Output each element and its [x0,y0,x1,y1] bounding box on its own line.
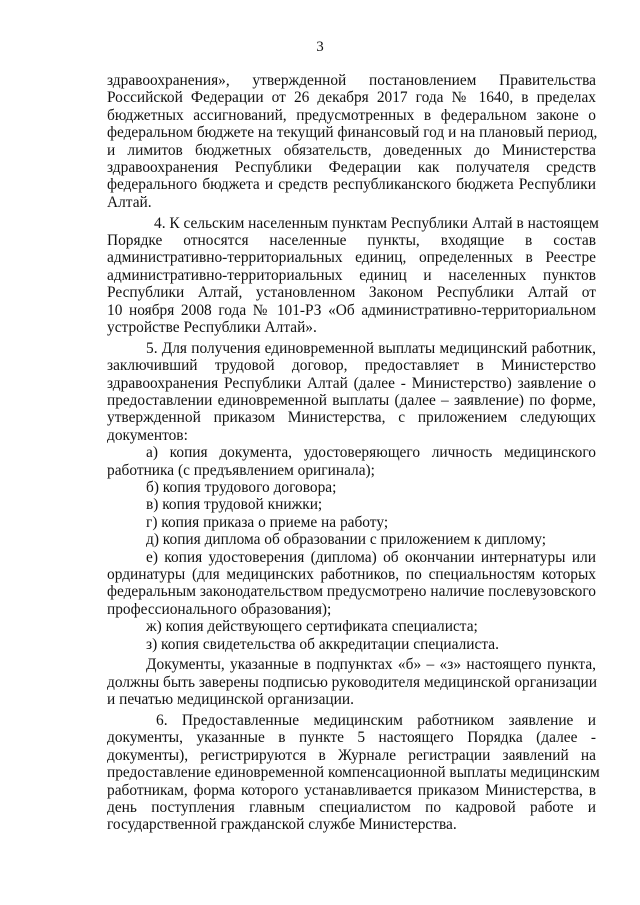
text-line: ж) копия действующего сертификата специалиста; [146,618,478,636]
text-line: Алтай. [107,193,152,211]
text-line: здравоохранения», утвержденной постановлением Правительства [107,72,596,89]
text-line: Российской Федерации от 26 декабря 2017 года № 1640, в пределах [107,89,596,107]
text-line: ординатуры (для медицинских работников, по специальностям которых [107,565,596,583]
text-line: административно-территориальных единиц и населенных пунктов [107,266,596,284]
text-line: 6. Предоставленные медицинским работником заявление и [156,712,596,730]
text-line: федеральном бюджете на текущий финансовый год и на плановый период, [107,124,598,142]
text-line: Республики Алтай, установленном Законом Республики Алтай от [107,284,596,302]
text-line: работника (с предъявлением оригинала); [107,461,375,479]
text-line: федеральным законодательством предусмотрено наличие послевузовского [107,583,596,601]
text-line: г) копия приказа о приеме на работу; [146,513,389,531]
text-line: д) копия диплома об образовании с приложением к диплому; [146,531,547,549]
text-line: бюджетных ассигнований, предусмотренных в федеральном законе о [107,106,596,124]
text-line: документов: [107,426,188,444]
text-line: устройстве Республики Алтай». [107,318,317,336]
page-number: 3 [316,39,324,55]
text-line: здравоохранения Республики Федерации как получателя средств [107,158,596,176]
text-line: должны быть заверены подписью руководителя медицинской организации [107,673,597,691]
text-line: федерального бюджета и средств республиканского бюджета Республики [107,176,596,194]
text-line: 10 ноября 2008 года № 101-РЗ «Об административно-территориальном [107,301,596,319]
text-line: Документы, указанные в подпунктах «б» – «з» настоящего пункта, [146,656,596,674]
text-line: предоставление единовременной компенсационной выплаты медицинским [107,764,600,782]
text-line: документы), регистрируются в Журнале регистрации заявлений на [107,746,596,764]
text-line: административно-территориальных единиц, определенных в Реестре [107,249,596,267]
text-line: заключивший трудовой договор, предоставляет в Министерство [107,357,596,375]
text-line: б) копия трудового договора; [146,478,337,496]
text-line: в) копия трудовой книжки; [146,496,323,514]
text-line: работникам, форма которого устанавливается приказом Министерства, в [107,781,596,799]
text-line: 5. Для получения единовременной выплаты медицинский работник, [146,339,596,357]
text-line: профессионального образования); [107,600,332,618]
text-line: день поступления главным специалистом по кадровой работе и [107,799,596,817]
text-line: а) копия документа, удостоверяющего личность медицинского [146,444,596,462]
text-line: и печатью медицинской организации. [107,691,354,709]
text-line: Порядке относятся населенные пункты, входящие в состав [107,232,596,250]
text-line: е) копия удостоверения (диплома) об окончании интернатуры или [146,548,596,566]
text-line: 4. К сельским населенным пунктам Республики Алтай в настоящем [154,214,599,232]
text-line: здравоохранения Республики Алтай (далее - Министерство) заявление о [107,374,596,392]
text-line: и лимитов бюджетных обязательств, доведенных до Министерства [107,141,596,159]
body-text [107,72,600,834]
text-line: утвержденной приказом Министерства, с приложением следующих [107,409,596,427]
text-line: предоставлении единовременной выплаты (далее – заявление) по форме, [107,392,596,410]
text-line: государственной гражданской службе Министерства. [107,816,457,834]
text-line: з) копия свидетельства об аккредитации специалиста. [146,635,499,653]
text-line: документы, указанные в пункте 5 настоящего Порядка (далее - [107,729,596,747]
